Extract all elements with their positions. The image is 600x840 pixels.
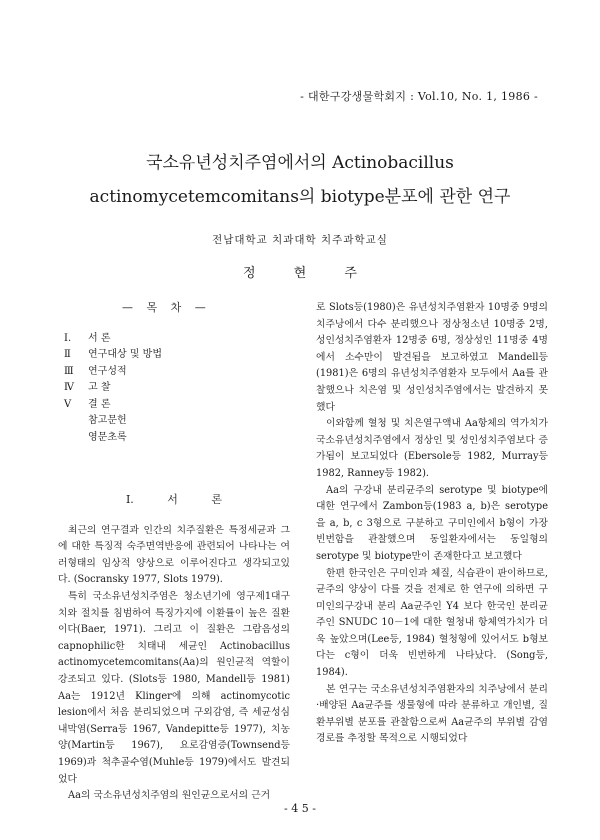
- toc-item-label: 연구성적: [88, 365, 127, 377]
- toc-item-number: Ⅰ.: [64, 332, 72, 344]
- body-paragraph: Aa의 구강내 분리균주의 serotype 및 biotype에 대한 연구에서 Zambon등(1983 a, b)은 serotype 을 a, b, c 3형으로 구분하고 구미인에서 b형이 가장 빈번함을 관찰했으며 동일환자에서는 동일형의 serotype 및 biotype만이 존재한다고 보고했다: [316, 484, 548, 562]
- toc-item-number: Ⅳ: [64, 382, 74, 394]
- toc-item-label: 결 론: [88, 398, 111, 410]
- toc-item: [64, 331, 290, 348]
- toc-item-label: 연구대상 및 방법: [88, 349, 162, 361]
- toc-item-number: [64, 413, 88, 430]
- page-number: - 4 5 -: [284, 802, 316, 815]
- body-paragraph: 본 연구는 국소유년성치주염환자의 치주낭에서 분리·배양된 Aa균주를 생물형에 따라 분류하고 개인별, 질환부위별 분포를 관찰함으로써 Aa균주의 부위별 감염경로를 추정할 목적으로 시행되었다: [316, 683, 548, 745]
- toc-item-label: 서 론: [88, 332, 111, 344]
- body-paragraph: Aa의 국소유년성치주염의 원인균으로서의 근거: [68, 790, 271, 802]
- toc-item: [64, 430, 290, 447]
- toc-item-label: 영문초록: [88, 431, 127, 443]
- title-line-2: actinomycetemcomitans의 biotype분포에 관한 연구: [89, 187, 511, 207]
- toc-item: [64, 397, 290, 414]
- body-paragraph: 최근의 연구결과 인간의 치주질환은 특정세균과 그에 대한 특징적 숙주면역반응에 관련되어 나타나는 여러형태의 임상적 양상으로 이루어진다고 생각되고있다. (Socransky 1977, Slots 1979).: [58, 524, 290, 586]
- toc-item-number: Ⅲ: [64, 365, 74, 377]
- left-column: [58, 300, 290, 805]
- body-paragraph: 로 Slots등(1980)은 유년성치주염환자 10명중 9명의 치주낭에서 다수 분리했으나 정상청소년 10명중 2명, 성인성치주염환자 12명중 6명, 정상성인 11명중 4명에서 소수만이 발견됨을 보고하였고 Mandell등(1981)은 6명의 유년성치주염환자 모두에서 Aa를 관찰했으나 치은염 및 성인성치주염에서는 발견하지 못했다: [316, 302, 548, 413]
- toc-item: [64, 364, 290, 381]
- toc-item: [64, 380, 290, 397]
- toc-item-number: Ⅱ: [64, 349, 71, 361]
- body-paragraph: 이와함께 혈청 및 치은열구액내 Aa항체의 역가치가 국소유년성치주염에서 정상인 및 성인성치주염보다 증가됨이 보고되었다 (Ebersole등 1982, Murray등 1982, Ranney등 1982).: [316, 418, 548, 479]
- title-line-1: 국소유년성치주염에서의 Actinobacillus: [146, 153, 454, 173]
- affiliation: 전남대학교 치과대학 치주과학교실: [212, 234, 388, 246]
- running-head: - 대한구강생물학회지 : Vol.10, No. 1, 1986 -: [300, 90, 538, 103]
- body-paragraph: 특히 국소유년성치주염은 청소년기에 영구제1대구치와 절치를 침범하여 특징가지에 이환률이 높은 질환이다(Baer, 1971). 그리고 이 질환은 그람음성의 capnophilic한 치태내 세균인 Actinobacillus actinomycetemcomitans(Aa)의 원인균적 역할이 강조되고 있다. (Slots등 1980, Mandell등 1981) Aa는 1912년 Klinger에 의해 actinomycotic lesion에서 처음 분리되었으며 구외감염, 즉 세균성심내막염(Serra등 1967, Vandepitte등 1977), 치농양(Martin등 1967), 요로감염증(Townsend등 1969)과 척추골수염(Muhle등 1979)에서도 발견되었다: [58, 591, 290, 785]
- author: 정 현 주: [243, 266, 357, 281]
- table-of-contents: [64, 331, 290, 447]
- toc-heading: — 목 차 —: [122, 301, 206, 314]
- toc-item: [64, 413, 290, 430]
- right-column: [316, 300, 548, 748]
- section-heading: Ⅰ. 서 론: [125, 493, 223, 507]
- toc-item-number: Ⅴ: [64, 398, 72, 410]
- toc-item: [64, 347, 290, 364]
- toc-item-number: [64, 430, 88, 447]
- body-paragraph: 한편 한국인은 구미인과 체질, 식습관이 판이하므로, 균주의 양상이 다를 것을 전제로 한 연구에 의하면 구미인의구강내 분리 Aa균주인 Y4 보다 한국인 분리균주인 SNUDC 10－1에 대한 혈청내 항체역가치가 더욱 높았으며(Lee등, 1984) 혈청형에 있어서도 b형보다는 c형이 더욱 빈번하게 나타났다. (Song등, 1984).: [316, 567, 548, 679]
- toc-item-label: 참고문헌: [88, 415, 127, 427]
- toc-item-label: 고 찰: [88, 382, 111, 394]
